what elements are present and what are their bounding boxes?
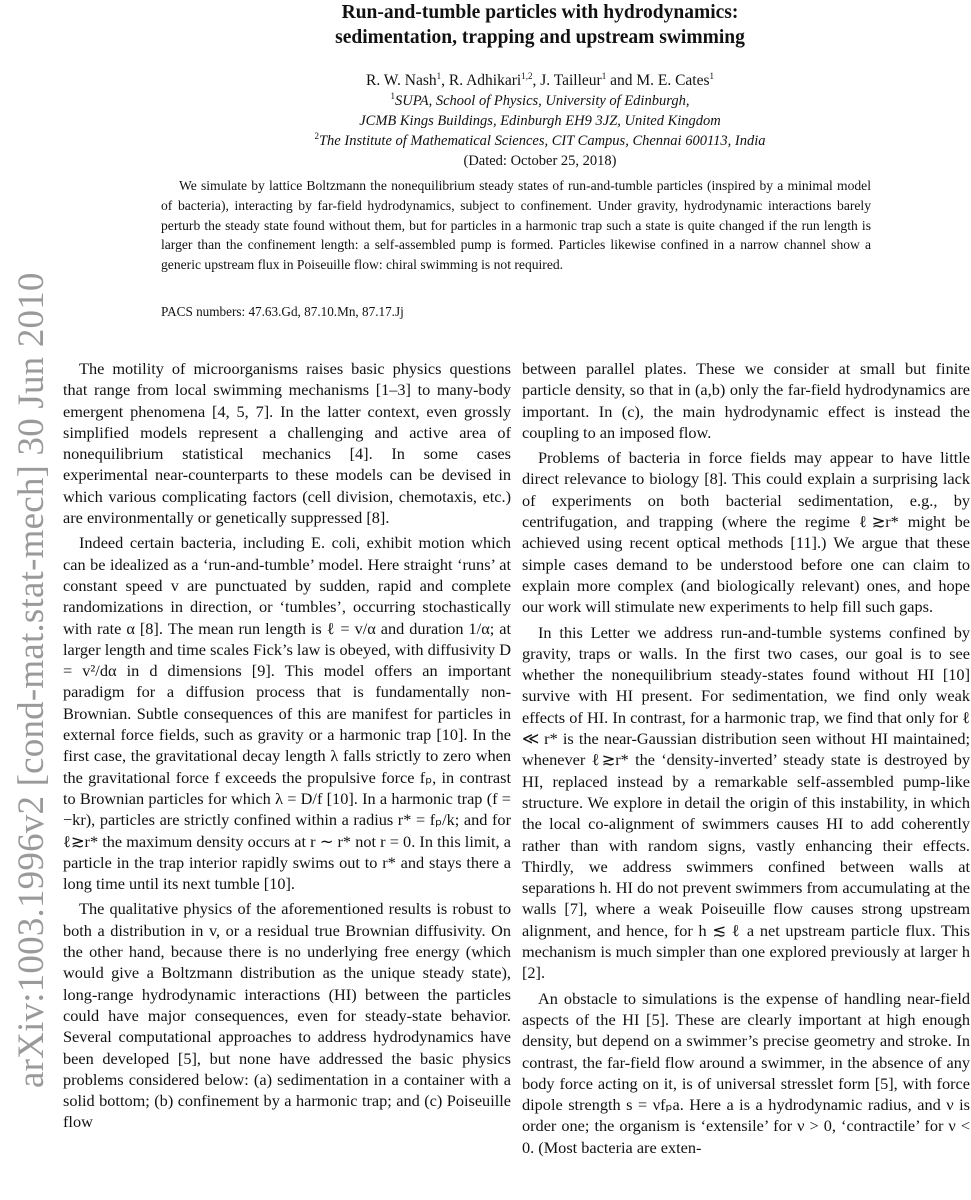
body-paragraph: An obstacle to simulations is the expense of handling near-field aspects of the HI [5]. These are clearly important at high enough density, but depend on a swimmer’s precise geometry and stroke. In contrast, the far-field flow around a swimmer, in the absence of any body force acting on it, is of universal stresslet form [5], with force dipole strength s = νfₚa. Here a is a hydrodynamic radius, and ν is order one; the organism is ‘extensile’ for ν > 0, ‘contractile’ for ν < 0. (Most bacteria are exten- (522, 988, 970, 1157)
title-line-1: Run-and-tumble particles with hydrodynamics: (341, 2, 739, 23)
author-separator: , (441, 72, 449, 89)
paper-title (140, 0, 940, 50)
author-name: R. Adhikari (448, 72, 522, 89)
paper-header (140, 0, 940, 171)
affiliation-mark: 1 (390, 91, 396, 101)
title-line-2: sedimentation, trapping and upstream swimming (335, 27, 745, 48)
affiliation-1-address: JCMB Kings Buildings, Edinburgh EH9 3JZ, United Kingdom (359, 113, 721, 129)
arxiv-identifier-text: arXiv:1003.1996v2 [cond-mat.stat-mech] 30 Jun 2010 (11, 272, 52, 1088)
author-affiliation-mark: 1,2 (521, 71, 533, 81)
pacs-numbers: PACS numbers: 47.63.Gd, 87.10.Mn, 87.17.Jj (161, 304, 404, 319)
affiliation-line: SUPA, School of Physics, University of Edinburgh, (395, 93, 690, 109)
right-column (522, 358, 970, 1158)
author-name: R. W. Nash (365, 72, 437, 89)
affiliation-line: The Institute of Mathematical Sciences, CIT Campus, Chennai 600113, India (318, 133, 766, 149)
author-separator: , (532, 72, 541, 89)
body-paragraph: Indeed certain bacteria, including E. coli, exhibit motion which can be idealized as a ‘run-and-tumble’ model. Here straight ‘runs’ at constant speed v are punctuated by sudden, rapid and complete randomizations in direction, or ‘tumbles’, occurring stochastically with rate α [8]. The mean run length is ℓ = v/α and duration 1/α; at larger length and time scales Fick’s law is obeyed, with diffusivity D = v²/dα in d dimensions [9]. This model offers an important paradigm for a diffusion process that is fundamentally non-Brownian. Subtle consequences of this are manifest for particles in external force fields, such as gravity or a harmonic trap [10]. In the first case, the gravitational decay length λ falls strictly to zero when the gravitational force f exceeds the propulsive force fₚ, in contrast to Brownian particles for which λ = D/f [10]. In a harmonic trap (f = −kr), particles are strictly confined within a radius r* = fₚ/k; and for ℓ≳r* the maximum density occurs at r ∼ r* not r = 0. In this limit, a particle in the trap interior rapidly swims out to r* and stays there a long time until its next tumble [10]. (63, 533, 511, 894)
body-paragraph: Problems of bacteria in force fields may appear to have little direct relevance to biology [8]. This could explain a surprising lack of experiments on both bacterial sedimentation, e.g., by centrifugation, and trapping (where the regime ℓ≳r* might be achieved using recent optical methods [11].) We argue that these simple cases demand to be understood before one can claim to explain more complex (and biologically relevant) ones, and hope our work will stimulate new experiments to help fill such gaps. (522, 448, 970, 617)
body-paragraph: The motility of microorganisms raises basic physics questions that range from local swimming mechanisms [1–3] to many-body emergent phenomena [4, 5, 7]. In the latter context, even grossly simplified models represent a challenging and active area of nonequilibrium statistical mechanics [4]. In some cases experimental near-counterparts to these models can be devised in which various complicating factors (cell division, chemotaxis, etc.) are environmentally or genetically suppressed [8]. (63, 359, 511, 528)
author-affiliation-mark: 1 (709, 71, 715, 81)
left-column (63, 358, 511, 1133)
date-line: (Dated: October 25, 2018) (463, 153, 617, 169)
abstract (161, 176, 871, 275)
author-name: M. E. Cates (636, 72, 710, 89)
author-affiliation-mark: 1 (601, 71, 607, 81)
body-paragraph: between parallel plates. These we consider at small but finite particle density, so that in (a,b) only the far-field hydrodynamics are important. In (c), the main hydrodynamic effect is instead the coupling to an imposed flow. (522, 359, 970, 442)
affiliation-1 (140, 91, 940, 111)
body-paragraph: The qualitative physics of the aforementioned results is robust to both a distribution in v, or a residual true Brownian diffusivity. On the other hand, because there is no underlying free energy (which would give a Boltzmann distribution as the unique steady state), long-range hydrodynamic interactions (HI) between the particles could have major consequences, even for steady-state behavior. Several computational approaches to address hydrodynamics have been developed [5], but none have addressed the basic physics problems considered below: (a) sedimentation in a container with a solid bottom; (b) confinement by a harmonic trap; and (c) Poiseuille flow (63, 899, 511, 1132)
author-name: J. Tailleur (540, 72, 602, 89)
affiliation-mark: 2 (314, 131, 319, 141)
author-list (140, 70, 940, 91)
abstract-text: We simulate by lattice Boltzmann the nonequilibrium steady states of run-and-tumble particles (inspired by a minimal model of bacteria), interacting by far-field hydrodynamics, subject to confinement. Under gravity, hydrodynamic interactions barely perturb the steady state found without them, but for particles in a harmonic trap such a state is quite changed if the run length is larger than the confinement length: a self-assembled pump is formed. Particles likewise confined in a narrow channel show a generic upstream flux in Poiseuille flow: chiral swimming is not required. (161, 178, 871, 273)
affiliation-2 (140, 131, 940, 151)
body-paragraph: In this Letter we address run-and-tumble systems confined by gravity, traps or walls. In the first two cases, our goal is to see whether the nonequilibrium steady-states found without HI [10] survive with HI present. For sedimentation, we find only weak effects of HI. In contrast, for a harmonic trap, we find that only for ℓ ≪ r* is the near-Gaussian distribution seen without HI maintained; whenever ℓ≳r* the ‘density-inverted’ steady state is destroyed by HI, replaced instead by a remarkable self-assembled pump-like structure. We explore in detail the origin of this instability, in which the local co-alignment of swimmers causes HI to add coherently rather than with random signs, vastly enhancing their effects. Thirdly, we address swimmers confined between walls at separations h. HI do not prevent swimmers from accumulating at the walls [7], where a weak Poiseuille flow causes strong upstream alignment, and hence, for h ≲ ℓ a net upstream particle flux. This mechanism is much simpler than one explored previously at larger h [2]. (522, 622, 970, 983)
author-separator: and (606, 72, 637, 89)
author-affiliation-mark: 1 (436, 71, 442, 81)
